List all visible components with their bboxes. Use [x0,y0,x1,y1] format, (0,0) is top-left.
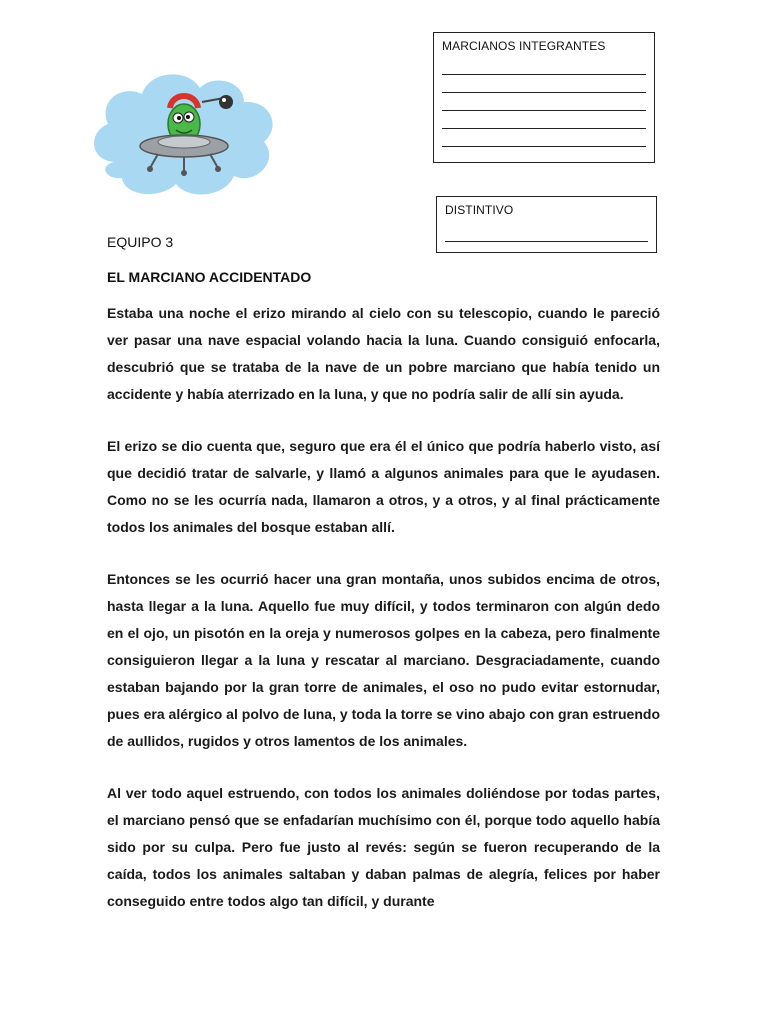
story-body [107,300,660,940]
martian-in-flying-saucer-icon [84,62,284,202]
team-label: EQUIPO 3 [107,234,174,250]
member-write-line[interactable] [442,75,646,93]
members-box [433,32,655,163]
badge-box [436,196,657,253]
members-box-label: MARCIANOS INTEGRANTES [442,39,606,53]
members-lines [442,57,646,147]
story-paragraph: Estaba una noche el erizo mirando al cielo con su telescopio, cuando le pareció ver pasar una nave espacial volando hacia la luna. Cuando consiguió enfocarla, descubrió que se trataba de la nave de un pobre marciano que había tenido un accidente y había aterrizado en la luna, y que no podría salir de allí sin ayuda. [107,305,660,402]
member-write-line[interactable] [442,111,646,129]
story-title: EL MARCIANO ACCIDENTADO [107,269,312,285]
story-paragraph: El erizo se dio cuenta que, seguro que era él el único que podría haberlo visto, así que decidió tratar de salvarle, y llamó a algunos animales para que le ayudasen. Como no se les ocurría nada, llamaron a otros, y a otros, y al final prácticamente todos los animales del bosque estaban allí. [107,438,660,535]
member-write-line[interactable] [442,93,646,111]
story-paragraph: Entonces se les ocurrió hacer una gran montaña, unos subidos encima de otros, hasta llegar a la luna. Aquello fue muy difícil, y todos terminaron con algún dedo en el ojo, un pisotón en la oreja y numerosos golpes en la cabeza, pero finalmente consiguieron llegar a la luna y rescatar al marciano. Desgraciadamente, cuando estaban bajando por la gran torre de animales, el oso no pudo evitar estornudar, pues era alérgico al polvo de luna, y toda la torre se vino abajo con gran estruendo de aullidos, rugidos y otros lamentos de los animales. [107,571,660,749]
member-write-line[interactable] [442,57,646,75]
badge-write-line[interactable] [445,221,648,242]
member-write-line[interactable] [442,129,646,147]
badge-box-label: DISTINTIVO [445,203,514,217]
story-paragraph: Al ver todo aquel estruendo, con todos los animales doliéndose por todas partes, el marciano pensó que se enfadarían muchísimo con él, porque todo aquello había sido por su culpa. Pero fue justo al revés: según se fueron recuperando de la caída, todos los animales saltaban y daban palmas de alegría, felices por haber conseguido entre todos algo tan difícil, y durante [107,785,660,909]
